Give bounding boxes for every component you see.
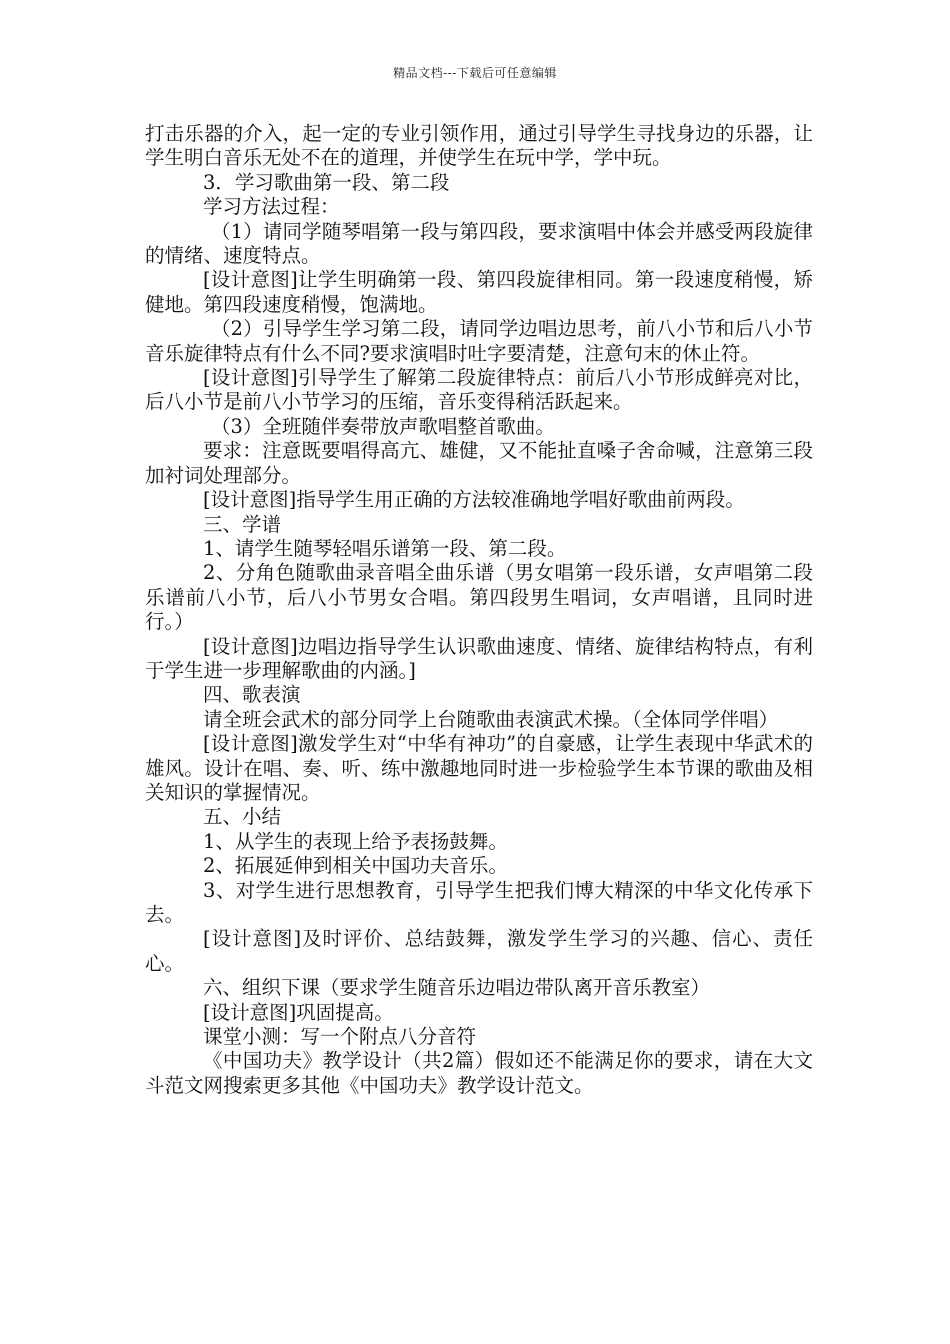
document-body [145,122,813,1098]
paragraph-step-3: （3）全班随伴奏带放声歌唱整首歌曲。 [211,414,555,438]
paragraph-step-1: （1）请同学随琴唱第一段与第四段，要求演唱中体会并感受两段旋律的情绪、速度特点。 [145,219,813,268]
paragraph-percussion-intro: 打击乐器的介入，起一定的专业引领作用，通过引导学生寻找身边的乐器，让学生明白音乐无处不在的道理，并使学生在玩中学，学中玩。 [145,122,813,170]
section-heading-learn-score: 三、学谱 [203,512,282,536]
paragraph-design-intent-1: [设计意图]让学生明确第一段、第四段旋律相同。第一段速度稍慢，矫健地。第四段速度稍慢，饱满地。 [145,268,813,316]
paragraph-requirement: 要求：注意既要唱得高亢、雄健，又不能扯直嗓子舍命喊，注意第三段加衬词处理部分。 [145,439,813,487]
paragraph-score-item-1: 1、请学生随琴轻唱乐谱第一段、第二段。 [203,536,567,560]
paragraph-design-intent-4: [设计意图]边唱边指导学生认识歌曲速度、情绪、旋律结构特点，有利于学生进一步理解歌曲的内涵。] [145,634,813,682]
paragraph-performance: 请全班会武术的部分同学上台随歌曲表演武术操。（全体同学伴唱） [203,707,779,731]
paragraph-summary-item-1: 1、从学生的表现上给予表扬鼓舞。 [203,829,508,853]
paragraph-section-3-heading: 3．学习歌曲第一段、第二段 [203,170,450,194]
paragraph-score-item-2: 2、分角色随歌曲录音唱全曲乐谱（男女唱第一段乐谱，女声唱第二段乐谱前八小节，后八小节男女合唱。第四段男生唱词，女声唱谱，且同时进行。） [145,561,813,634]
section-heading-dismiss: 六、组织下课（要求学生随音乐边唱边带队离开音乐教室） [203,976,711,1000]
paragraph-method-heading: 学习方法过程： [203,195,340,219]
paragraph-design-intent-7: [设计意图]巩固提高。 [203,1000,394,1024]
paragraph-summary-item-2: 2、拓展延伸到相关中国功夫音乐。 [203,854,508,878]
section-heading-performance: 四、歌表演 [203,683,301,707]
paragraph-quiz: 课堂小测：写一个附点八分音符 [203,1025,477,1049]
paragraph-design-intent-5: [设计意图]激发学生对“中华有神功”的自豪感，让学生表现中华武术的雄风。设计在唱、奏、听、练中激趣地同时进一步检验学生本节课的歌曲及相关知识的掌握情况。 [145,732,813,804]
paragraph-closing-note: 《中国功夫》教学设计（共2篇）假如还不能满足你的要求，请在大文斗范文网搜索更多其他《中国功夫》教学设计范文。 [145,1049,813,1097]
paragraph-design-intent-6: [设计意图]及时评价、总结鼓舞，激发学生学习的兴趣、信心、责任心。 [145,927,813,975]
paragraph-summary-item-3: 3、对学生进行思想教育，引导学生把我们博大精深的中华文化传承下去。 [145,878,813,926]
paragraph-design-intent-2: [设计意图]引导学生了解第二段旋律特点：前后八小节形成鲜亮对比，后八小节是前八小节学习的压缩，音乐变得稍活跃起来。 [145,366,813,414]
section-heading-summary: 五、小结 [203,805,282,829]
paragraph-step-2: （2）引导学生学习第二段，请同学边唱边思考，前八小节和后八小节音乐旋律特点有什么不同?要求演唱时吐字要清楚，注意句末的休止符。 [145,317,813,365]
paragraph-design-intent-3: [设计意图]指导学生用正确的方法较准确地学唱好歌曲前两段。 [203,488,745,512]
page-header: 精品文档---下载后可任意编辑 [393,66,557,80]
